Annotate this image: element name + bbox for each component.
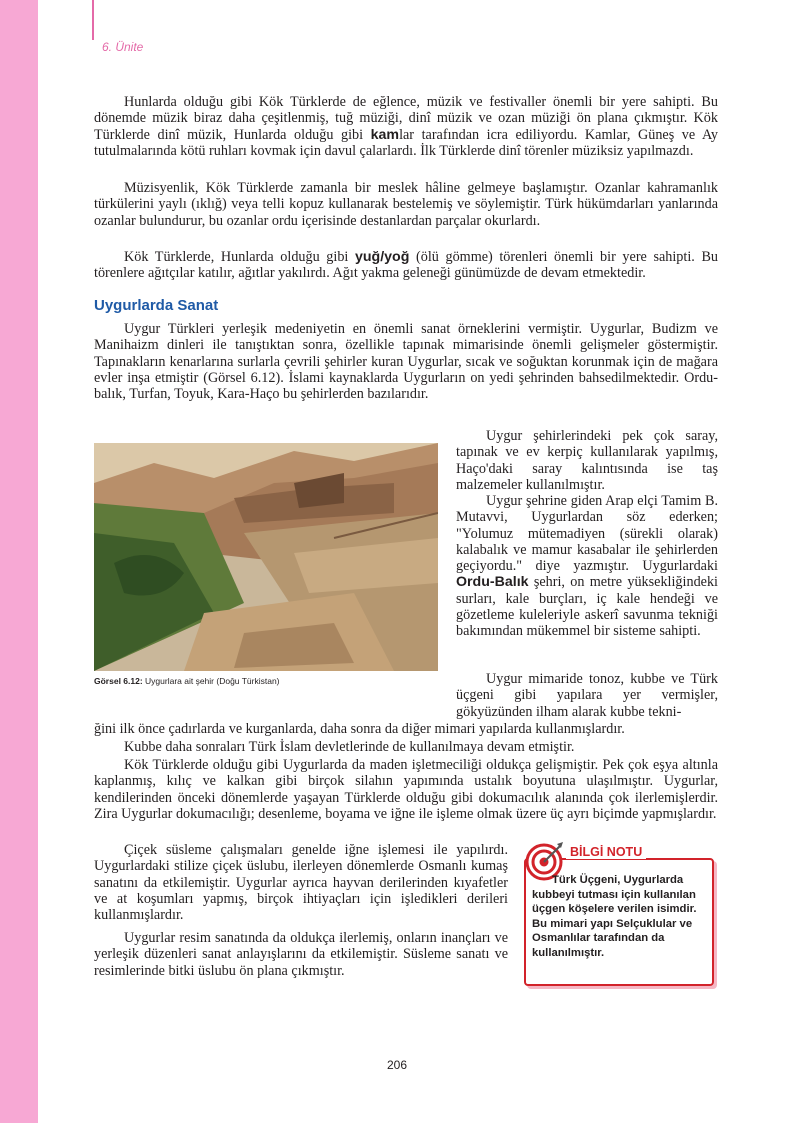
paragraph: Çiçek süsleme çalışmaları genelde iğne işlemesi ile yapılırdı. Uygurlardaki stilize çiçek üslubu, ilerleyen dönemlerde Osmanlı kumaş sanatını da etkilemiştir. Uygurlar ayrıca hayvan derilerinden kıyafetler ve at koşumları yapmış, birçok ihtiyaçları için işledikleri derileri kullanmışlardır. — [94, 842, 508, 923]
text: (ölü gömme) törenleri önemli bir yere sahipti. Bu törenlere ağıtçılar katılır, ağıtlar yakılırdı. Ağıt yakma geleneği günümüzde de devam etmektedir. — [94, 249, 718, 282]
text: Hunlarda olduğu gibi Kök Türklerde de eğlence, müzik ve festivaller önemli bir yere sahipti. Bu dönemde müzik biraz daha çeşitlenmiş, tuğ müziği, dinî müzik ve ozan müziği ön plana çıkmıştır. Kök Türklerde dinî müzik, Hunlarda olduğu gibi — [94, 94, 718, 143]
paragraph: Uygur Türkleri yerleşik medeniyetin en önemli sanat örneklerini vermiştir. Uygurlar, Budizm ve Manihaizm dinleri ile tanıştıktan sonra, özellikle tapınak mimarisinde önemli gelişmeler göstermiştir. Tapınakların kenarlarına surlarla çevrili şehirler kuran Uygurlar, sıcak ve soğuktan korunmak için de mağara evler inşa etmiştir (Görsel 6.12). İslami kaynaklarda Uygurların on yedi şehrinden bahsedilmektedir. Ordu-balık, Turfan, Toyuk, Kara-Haço bu şehirlerden bazılarıdır. — [94, 321, 718, 402]
cave-city-photo — [94, 443, 438, 671]
paragraph: Uygurlar resim sanatında da oldukça ilerlemiş, onların inançları ve yerleşik düzenleri sanat anlayışlarını da etkilemiştir. Süsleme sanatı ve resimlerinde bitki üslubu ön plana çıkmıştır. — [94, 930, 508, 979]
side-color-band — [0, 0, 38, 1123]
text: lar tarafından icra ediliyordu. Kamlar, Güneş ve Ay tutulmalarında kötü ruhları kovmak için davul çalarlardı. İlk Türklerde dinî törenler müziksiz yapılmazdı. — [94, 126, 718, 159]
paragraph: Müzisyenlik, Kök Türklerde zamanla bir meslek hâline gelmeye başlamıştır. Ozanlar kahramanlık türkülerini yaylı (ıklığ) veya telli kopuz kullanarak bestelemiş ve söylemiştir. Türk hükümdarları yanlarında ozanlar bulundurur, bu ozanlar ordu içerisinde destanlardan parçalar okurlardı. — [94, 180, 718, 229]
paragraph: ğini ilk önce çadırlarda ve kurganlarda, daha sonra da diğer mimari yapılarda kullanmışlardır. — [94, 721, 625, 737]
page-number: 206 — [386, 1058, 408, 1072]
paragraph: Kubbe daha sonraları Türk İslam devletlerinde de kullanılmaya devam etmiştir. — [124, 739, 575, 755]
paragraph: Uygur mimaride tonoz, kubbe ve Türk üçgeni gibi yapılara yer vermişler, gökyüzünden ilham alarak kubbe tekni- — [456, 671, 718, 720]
section-heading: Uygurlarda Sanat — [94, 297, 219, 314]
unit-label: 6. Ünite — [102, 40, 144, 54]
bold-term: Ordu-Balık — [456, 574, 529, 591]
info-note-title: BİLGİ NOTU — [566, 845, 646, 859]
figure-caption — [94, 676, 280, 686]
photo-illustration — [94, 443, 438, 671]
bold-term: yuğ/yoğ — [355, 249, 410, 265]
unit-divider — [92, 0, 94, 40]
paragraph — [94, 94, 718, 159]
paragraph — [456, 493, 718, 639]
text: şehri, on metre yüksekliğindeki surları, kale burçları, iç kale hendeği ve gözetleme kuleleriyle askerî savunma tekniği bakımından mükemmel bir sisteme sahipti. — [456, 574, 718, 639]
caption-text: Uygurlara ait şehir (Doğu Türkistan) — [142, 676, 280, 686]
text: Kök Türklerde, Hunlarda olduğu gibi — [124, 249, 355, 265]
text: Uygur şehrine giden Arap elçi Tamim B. Mutavvi, Uygurlardan söz ederken; "Yolumuz mütemadiyen (sürekli olarak) kalabalık ve mamur kasabalar ile şehirlerden geçiyordu." diye yazmıştır. Uygurlardaki — [456, 493, 718, 574]
info-note-text: Türk Üçgeni, Uygurlarda kubbeyi tutması için kullanılan üçgen köşelere verilen isimdir. Bu mimari yapı Selçuklular ve Osmanlılar tarafından da kullanılmıştır. — [532, 874, 697, 959]
paragraph: Uygur şehirlerindeki pek çok saray, tapınak ve ev kerpiç kullanılarak yapılmış, Haço'daki saray kalıntısında ise taş malzemeler kullanılmıştır. — [456, 428, 718, 493]
paragraph: Kök Türklerde olduğu gibi Uygurlarda da maden işletmeciliği oldukça gelişmiştir. Pek çok eşya altınla kaplanmış, kılıç ve kalkan gibi birçok silahın yapımında ustalık boyutuna ulaşılmıştır. Uygurlar, kendilerinden önceki dönemlerde yaşayan Türklerde olduğu gibi dokumacılık alanında çok ilerlemişlerdir. Zira Uygurlar dokumacılığı; desenleme, boyama ve iğne ile işleme olmak üzere üç ayrı biçimde yapmışlardır. — [94, 757, 718, 822]
caption-label: Görsel 6.12: — [94, 676, 143, 686]
bold-term: kam — [370, 126, 400, 143]
paragraph — [94, 249, 718, 282]
